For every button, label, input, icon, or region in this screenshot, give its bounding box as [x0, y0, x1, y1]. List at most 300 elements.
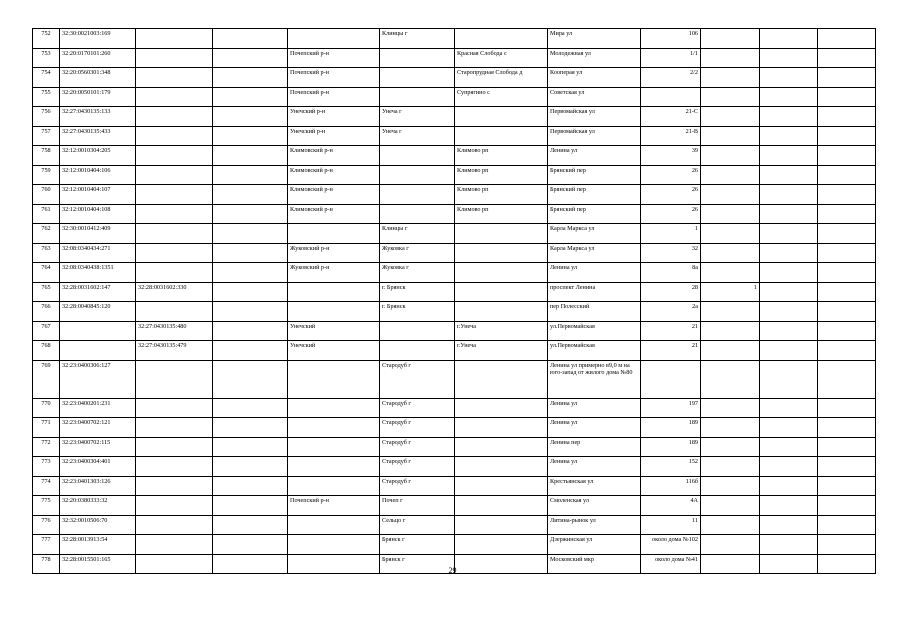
- table-row: [33, 224, 876, 244]
- cell-extra-2: [760, 321, 818, 341]
- cell-settlement: [455, 418, 548, 438]
- cell-extra-1: [701, 29, 760, 49]
- cell-extra-1: [701, 360, 760, 398]
- cell-house: 189: [641, 418, 701, 438]
- cell-extra: [213, 360, 288, 398]
- cell-extra: [213, 302, 288, 322]
- cell-house: 116б: [641, 476, 701, 496]
- cell-extra-2: [760, 515, 818, 535]
- cell-extra-3: [818, 224, 876, 244]
- cell-cadastral-number: 32:23:0400306:127: [60, 360, 136, 398]
- cell-street: Карла Маркса ул: [548, 243, 641, 263]
- cell-cadastral-number: 32:12:0010404:106: [60, 165, 136, 185]
- cell-settlement: Климово рп: [455, 165, 548, 185]
- cell-extra-1: [701, 48, 760, 68]
- cell-street: Брянский пер: [548, 185, 641, 205]
- cell-extra-2: [760, 302, 818, 322]
- table-row: [33, 29, 876, 49]
- cell-house: 1/1: [641, 48, 701, 68]
- cell-city: Стародуб г: [380, 476, 455, 496]
- cell-street: Литина-рынок ул: [548, 515, 641, 535]
- cell-cadastral-number: 32:30:0021003:169: [60, 29, 136, 49]
- cell-cadastral-number-2: [136, 360, 213, 398]
- table-row: [33, 535, 876, 555]
- cell-number: 761: [33, 204, 60, 224]
- cell-number: 760: [33, 185, 60, 205]
- cell-city: [380, 165, 455, 185]
- cell-cadastral-number: 32:27:0430135:133: [60, 107, 136, 127]
- cell-cadastral-number: 32:20:0170101:260: [60, 48, 136, 68]
- cell-extra-3: [818, 341, 876, 361]
- cell-number: 763: [33, 243, 60, 263]
- cell-settlement: [455, 263, 548, 283]
- table-row: [33, 418, 876, 438]
- cell-number: 770: [33, 398, 60, 418]
- cell-extra: [213, 476, 288, 496]
- cell-cadastral-number-2: [136, 224, 213, 244]
- cell-number: 757: [33, 126, 60, 146]
- cell-cadastral-number-2: [136, 457, 213, 477]
- cell-city: Унеча г: [380, 107, 455, 127]
- cell-house: около дома №41: [641, 554, 701, 574]
- table-row: [33, 321, 876, 341]
- cell-extra-3: [818, 263, 876, 283]
- cell-street: Брянский пер: [548, 165, 641, 185]
- cell-extra-1: [701, 87, 760, 107]
- cell-extra-3: [818, 515, 876, 535]
- cell-number: 752: [33, 29, 60, 49]
- cell-city: [380, 68, 455, 88]
- cell-extra-3: [818, 282, 876, 302]
- cell-settlement: [455, 243, 548, 263]
- cell-cadastral-number: 32:12:0010304:205: [60, 146, 136, 166]
- cell-extra: [213, 48, 288, 68]
- cell-number: 766: [33, 302, 60, 322]
- cell-extra-1: [701, 263, 760, 283]
- table-row: [33, 263, 876, 283]
- cell-street: Ленина ул: [548, 418, 641, 438]
- cell-extra: [213, 87, 288, 107]
- cell-extra-1: [701, 457, 760, 477]
- cell-extra-3: [818, 302, 876, 322]
- cell-cadastral-number: 32:23:0401303:126: [60, 476, 136, 496]
- cell-extra-3: [818, 107, 876, 127]
- cell-district: [288, 457, 380, 477]
- cell-settlement: [455, 107, 548, 127]
- cell-extra-1: [701, 224, 760, 244]
- cell-city: [380, 48, 455, 68]
- cell-cadastral-number-2: [136, 185, 213, 205]
- cell-extra-2: [760, 282, 818, 302]
- cell-house: 189: [641, 437, 701, 457]
- cell-city: г. Брянск: [380, 282, 455, 302]
- table-row: [33, 165, 876, 185]
- cell-district: [288, 302, 380, 322]
- cell-extra-2: [760, 263, 818, 283]
- cell-city: Стародуб г: [380, 418, 455, 438]
- cell-house: 21-С: [641, 107, 701, 127]
- cell-extra: [213, 341, 288, 361]
- cell-settlement: [455, 476, 548, 496]
- cell-number: 773: [33, 457, 60, 477]
- table-row: [33, 146, 876, 166]
- page-number: 29: [448, 566, 457, 575]
- cell-house: 21: [641, 321, 701, 341]
- cell-extra-2: [760, 107, 818, 127]
- cell-extra-3: [818, 204, 876, 224]
- cell-settlement: [455, 437, 548, 457]
- cell-city: г. Брянск: [380, 302, 455, 322]
- cell-house: [641, 87, 701, 107]
- cell-city: Стародуб г: [380, 360, 455, 398]
- cell-house: 2/2: [641, 68, 701, 88]
- cell-house: 26: [641, 204, 701, 224]
- cell-number: 764: [33, 263, 60, 283]
- cell-district: Жуковский р-н: [288, 243, 380, 263]
- cell-extra-1: [701, 341, 760, 361]
- cell-district: [288, 282, 380, 302]
- cell-house: 2а: [641, 302, 701, 322]
- cell-extra-3: [818, 87, 876, 107]
- cell-cadastral-number-2: [136, 263, 213, 283]
- cell-number: 754: [33, 68, 60, 88]
- cell-cadastral-number-2: [136, 204, 213, 224]
- cell-cadastral-number-2: 32:27:0430135:479: [136, 341, 213, 361]
- cell-settlement: [455, 29, 548, 49]
- cell-number: 769: [33, 360, 60, 398]
- table-row: [33, 398, 876, 418]
- cell-extra-3: [818, 360, 876, 398]
- cell-cadastral-number: 32:20:0380333:32: [60, 496, 136, 516]
- table-row: [33, 107, 876, 127]
- table-row: [33, 360, 876, 398]
- cell-street: Карла Маркса ул: [548, 224, 641, 244]
- cell-cadastral-number: 32:12:0010404:107: [60, 185, 136, 205]
- cell-extra-2: [760, 243, 818, 263]
- cell-house: [641, 360, 701, 398]
- cell-cadastral-number: 32:20:0050101:179: [60, 87, 136, 107]
- cell-cadastral-number: 32:23:0400702:115: [60, 437, 136, 457]
- cell-extra-1: [701, 146, 760, 166]
- cell-extra-1: [701, 398, 760, 418]
- cell-street: ул.Первомайская: [548, 341, 641, 361]
- cell-number: 775: [33, 496, 60, 516]
- cell-extra-2: [760, 126, 818, 146]
- cell-district: Унечский: [288, 321, 380, 341]
- cell-number: 774: [33, 476, 60, 496]
- cell-extra-2: [760, 87, 818, 107]
- cell-settlement: [455, 224, 548, 244]
- cell-extra: [213, 185, 288, 205]
- cell-district: Унечский: [288, 341, 380, 361]
- cell-extra: [213, 224, 288, 244]
- cell-cadastral-number-2: [136, 496, 213, 516]
- cell-cadastral-number-2: [136, 126, 213, 146]
- cell-extra: [213, 515, 288, 535]
- registry-table: [32, 28, 876, 574]
- table-row: [33, 476, 876, 496]
- cell-cadastral-number-2: [136, 29, 213, 49]
- cell-district: Почепский р-н: [288, 68, 380, 88]
- cell-extra-3: [818, 29, 876, 49]
- cell-cadastral-number: 32:32:0010506:70: [60, 515, 136, 535]
- cell-settlement: Красная Слобода с: [455, 48, 548, 68]
- cell-extra-2: [760, 437, 818, 457]
- table-row: [33, 437, 876, 457]
- table-row: [33, 341, 876, 361]
- cell-cadastral-number: [60, 341, 136, 361]
- table-row: [33, 457, 876, 477]
- cell-extra: [213, 146, 288, 166]
- cell-city: [380, 87, 455, 107]
- cell-extra-1: [701, 321, 760, 341]
- cell-street: ул.Первомайская: [548, 321, 641, 341]
- cell-extra-2: [760, 48, 818, 68]
- cell-settlement: [455, 398, 548, 418]
- cell-extra: [213, 29, 288, 49]
- cell-extra: [213, 437, 288, 457]
- cell-district: Почепский р-н: [288, 496, 380, 516]
- cell-street: Дзержинская ул: [548, 535, 641, 555]
- cell-extra-2: [760, 146, 818, 166]
- cell-street: пер Полесский: [548, 302, 641, 322]
- cell-house: 21-В: [641, 126, 701, 146]
- table-row: [33, 496, 876, 516]
- cell-district: Почепский р-н: [288, 87, 380, 107]
- cell-street: Ленина ул: [548, 263, 641, 283]
- cell-cadastral-number-2: [136, 515, 213, 535]
- cell-house: 26: [641, 185, 701, 205]
- cell-house: 32: [641, 243, 701, 263]
- cell-city: [380, 341, 455, 361]
- cell-extra-3: [818, 165, 876, 185]
- cell-cadastral-number-2: [136, 302, 213, 322]
- table-row: [33, 302, 876, 322]
- table-row: [33, 243, 876, 263]
- cell-settlement: [455, 126, 548, 146]
- table-row: [33, 204, 876, 224]
- cell-extra-3: [818, 321, 876, 341]
- cell-cadastral-number: 32:28:0040845:120: [60, 302, 136, 322]
- cell-extra-2: [760, 341, 818, 361]
- cell-cadastral-number-2: 32:28:0031602:330: [136, 282, 213, 302]
- cell-street: Смоленская ул: [548, 496, 641, 516]
- cell-cadastral-number: 32:20:0560301:348: [60, 68, 136, 88]
- cell-extra-2: [760, 224, 818, 244]
- cell-settlement: Климово рп: [455, 185, 548, 205]
- cell-street: Ленина ул: [548, 457, 641, 477]
- cell-settlement: [455, 535, 548, 555]
- registry-table-body: [33, 29, 876, 574]
- cell-street: Молодежная ул: [548, 48, 641, 68]
- cell-cadastral-number-2: [136, 146, 213, 166]
- cell-extra-3: [818, 535, 876, 555]
- cell-cadastral-number-2: [136, 418, 213, 438]
- cell-street: Мира ул: [548, 29, 641, 49]
- cell-number: 768: [33, 341, 60, 361]
- cell-settlement: г.Унеча: [455, 341, 548, 361]
- cell-cadastral-number-2: [136, 107, 213, 127]
- cell-settlement: [455, 457, 548, 477]
- cell-extra-3: [818, 48, 876, 68]
- cell-cadastral-number-2: 32:27:0430135:480: [136, 321, 213, 341]
- cell-extra-1: [701, 437, 760, 457]
- cell-number: 776: [33, 515, 60, 535]
- cell-extra-1: [701, 204, 760, 224]
- cell-extra-3: [818, 243, 876, 263]
- cell-number: 772: [33, 437, 60, 457]
- cell-settlement: [455, 282, 548, 302]
- cell-extra-3: [818, 457, 876, 477]
- cell-house: 197: [641, 398, 701, 418]
- cell-extra: [213, 321, 288, 341]
- cell-cadastral-number: 32:23:0400201:231: [60, 398, 136, 418]
- cell-settlement: г.Унеча: [455, 321, 548, 341]
- cell-settlement: [455, 302, 548, 322]
- cell-extra-3: [818, 418, 876, 438]
- cell-extra-1: [701, 515, 760, 535]
- cell-extra-3: [818, 496, 876, 516]
- cell-extra-3: [818, 146, 876, 166]
- cell-city: Жуковка г: [380, 263, 455, 283]
- cell-house: 106: [641, 29, 701, 49]
- cell-extra-2: [760, 496, 818, 516]
- cell-house: 1: [641, 224, 701, 244]
- cell-extra-1: [701, 496, 760, 516]
- cell-cadastral-number-2: [136, 535, 213, 555]
- cell-cadastral-number: 32:28:0015501:165: [60, 554, 136, 574]
- table-row: [33, 126, 876, 146]
- cell-street: Крестьянская ул: [548, 476, 641, 496]
- table-row: [33, 515, 876, 535]
- cell-extra: [213, 535, 288, 555]
- table-row: [33, 282, 876, 302]
- cell-district: [288, 515, 380, 535]
- cell-extra-1: [701, 243, 760, 263]
- cell-cadastral-number-2: [136, 48, 213, 68]
- cell-city: Жуковка г: [380, 243, 455, 263]
- cell-settlement: Старопрудная Слобода д: [455, 68, 548, 88]
- cell-district: [288, 360, 380, 398]
- cell-extra-2: [760, 476, 818, 496]
- cell-cadastral-number: 32:08:0340434:271: [60, 243, 136, 263]
- cell-extra: [213, 165, 288, 185]
- cell-extra: [213, 282, 288, 302]
- cell-district: Климовский р-н: [288, 185, 380, 205]
- table-row: [33, 87, 876, 107]
- cell-house: 39: [641, 146, 701, 166]
- cell-district: [288, 418, 380, 438]
- cell-district: [288, 437, 380, 457]
- cell-number: 758: [33, 146, 60, 166]
- cell-street: Советская ул: [548, 87, 641, 107]
- cell-district: Унечский р-н: [288, 107, 380, 127]
- cell-city: Брянск г: [380, 535, 455, 555]
- cell-number: 778: [33, 554, 60, 574]
- cell-house: 11: [641, 515, 701, 535]
- table-row: [33, 68, 876, 88]
- cell-street: Брянский пер: [548, 204, 641, 224]
- cell-extra-2: [760, 535, 818, 555]
- cell-cadastral-number: 32:27:0430135:433: [60, 126, 136, 146]
- cell-number: 755: [33, 87, 60, 107]
- cell-number: 759: [33, 165, 60, 185]
- cell-district: Унечский р-н: [288, 126, 380, 146]
- cell-city: [380, 185, 455, 205]
- cell-house: 21: [641, 341, 701, 361]
- cell-extra-1: [701, 68, 760, 88]
- cell-city: Стародуб г: [380, 437, 455, 457]
- cell-number: 753: [33, 48, 60, 68]
- cell-cadastral-number: 32:08:0340438:1351: [60, 263, 136, 283]
- cell-extra-1: 1: [701, 282, 760, 302]
- cell-extra-3: [818, 398, 876, 418]
- cell-number: 771: [33, 418, 60, 438]
- cell-street: проспект Ленина: [548, 282, 641, 302]
- cell-extra-2: [760, 418, 818, 438]
- cell-district: [288, 476, 380, 496]
- cell-city: Брянск г: [380, 554, 455, 574]
- cell-city: [380, 146, 455, 166]
- cell-extra-2: [760, 398, 818, 418]
- cell-city: Сельцо г: [380, 515, 455, 535]
- cell-city: [380, 321, 455, 341]
- cell-extra: [213, 496, 288, 516]
- cell-extra: [213, 68, 288, 88]
- cell-settlement: Климово рп: [455, 146, 548, 166]
- cell-settlement: [455, 496, 548, 516]
- cell-city: Унеча г: [380, 126, 455, 146]
- cell-cadastral-number-2: [136, 398, 213, 418]
- cell-cadastral-number: [60, 321, 136, 341]
- cell-extra-2: [760, 165, 818, 185]
- cell-street: Первомайская ул: [548, 126, 641, 146]
- cell-district: Жуковский р-н: [288, 263, 380, 283]
- cell-house: около дома №102: [641, 535, 701, 555]
- cell-house: 152: [641, 457, 701, 477]
- cell-cadastral-number: 32:28:0031602:147: [60, 282, 136, 302]
- cell-city: Стародуб г: [380, 457, 455, 477]
- cell-extra-3: [818, 437, 876, 457]
- cell-extra: [213, 204, 288, 224]
- cell-city: [380, 204, 455, 224]
- cell-settlement: [455, 515, 548, 535]
- cell-extra: [213, 398, 288, 418]
- cell-extra-1: [701, 418, 760, 438]
- cell-district: Климовский р-н: [288, 165, 380, 185]
- cell-settlement: Климово рп: [455, 204, 548, 224]
- cell-extra-1: [701, 302, 760, 322]
- cell-cadastral-number: 32:23:0400304:401: [60, 457, 136, 477]
- cell-street: Первомайская ул: [548, 107, 641, 127]
- cell-extra-3: [818, 126, 876, 146]
- cell-cadastral-number: 32:23:0400702:121: [60, 418, 136, 438]
- cell-number: 777: [33, 535, 60, 555]
- cell-extra-2: [760, 68, 818, 88]
- cell-extra: [213, 243, 288, 263]
- cell-cadastral-number-2: [136, 87, 213, 107]
- cell-street: Ленина ул: [548, 398, 641, 418]
- cell-cadastral-number: 32:30:0010412:409: [60, 224, 136, 244]
- cell-cadastral-number-2: [136, 437, 213, 457]
- cell-street: Московский мкр: [548, 554, 641, 574]
- cell-district: [288, 535, 380, 555]
- cell-house: 8а: [641, 263, 701, 283]
- cell-number: 756: [33, 107, 60, 127]
- cell-extra-2: [760, 185, 818, 205]
- cell-house: 26: [641, 165, 701, 185]
- cell-number: 762: [33, 224, 60, 244]
